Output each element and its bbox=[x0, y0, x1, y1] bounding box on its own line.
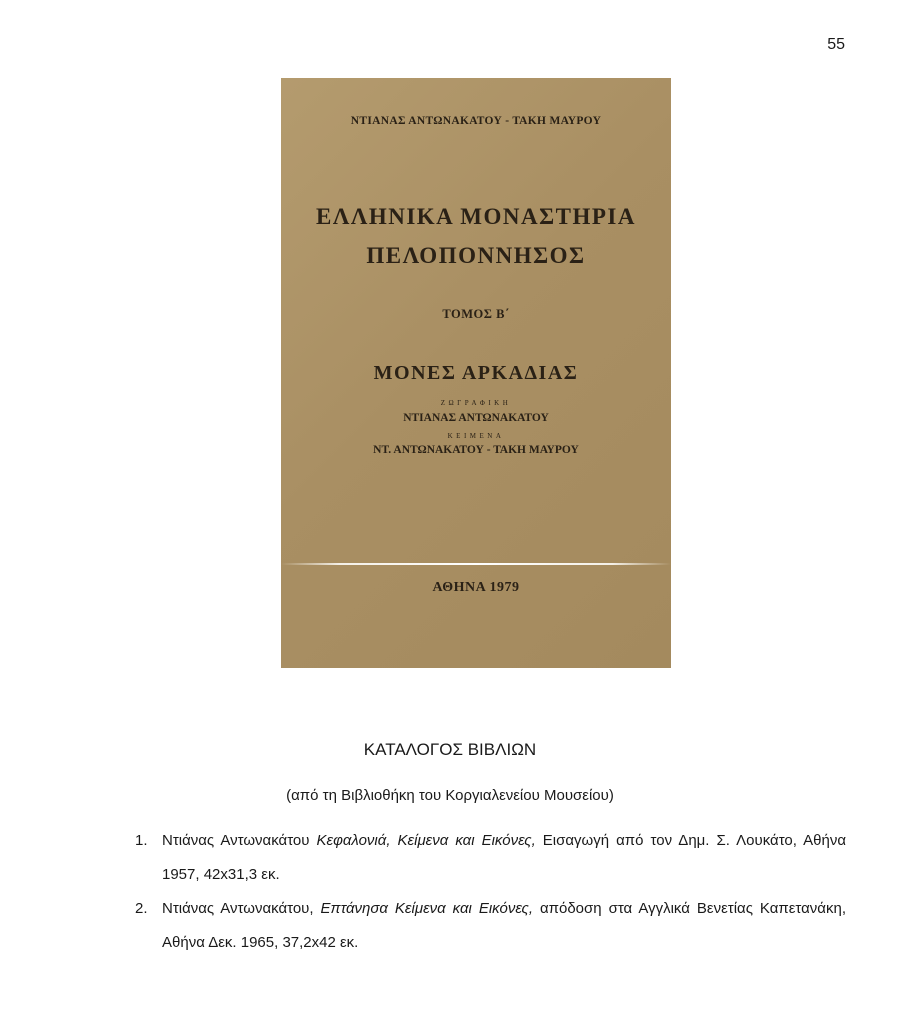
book-details: απόδοση στα Αγγλικά Βενετίας Καπετανάκη, Αθήνα Δεκ. 1965, 37,2x42 εκ. bbox=[162, 900, 846, 951]
catalog-title: ΚΑΤΑΛΟΓΟΣ ΒΙΒΛΙΩΝ bbox=[363, 740, 537, 759]
cover-place-year: ΑΘΗΝΑ 1979 bbox=[432, 580, 520, 595]
page-number: 55 bbox=[827, 36, 845, 53]
book-title: Επτάνησα Κείμενα και Εικόνες, bbox=[320, 900, 533, 917]
book-title: Κεφαλονιά, Κείμενα και Εικόνες, bbox=[316, 832, 536, 849]
cover-title-line2: ΠΕΛΟΠΟΝΝΗΣΟΣ bbox=[366, 243, 586, 268]
book-details: Εισαγωγή από τον Δημ. Σ. Λουκάτο, Αθήνα 1957, 42x31,3 εκ. bbox=[162, 832, 846, 883]
cover-writers-names: ΝΤ. ΑΝΤΩΝΑΚΑΤΟΥ - ΤΑΚΗ ΜΑΥΡΟΥ bbox=[373, 444, 579, 456]
cover-authors: ΝΤΙΑΝΑΣ ΑΝΤΩΝΑΚΑΤΟΥ - ΤΑΚΗ ΜΑΥΡΟΥ bbox=[350, 115, 602, 127]
cover-role-texts: ΚΕΙΜΕΝΑ bbox=[447, 432, 505, 440]
cover-subtitle: ΜΟΝΕΣ ΑΡΚΑΔΙΑΣ bbox=[373, 362, 579, 384]
book-author: Ντιάνας Αντωνακάτου bbox=[162, 832, 317, 849]
cover-volume: ΤΟΜΟΣ Β΄ bbox=[442, 307, 510, 321]
list-item-number: 2. bbox=[135, 900, 148, 917]
book-list bbox=[135, 824, 846, 960]
cover-painter-name: ΝΤΙΑΝΑΣ ΑΝΤΩΝΑΚΑΤΟΥ bbox=[403, 412, 549, 424]
cover-title-line1: ΕΛΛΗΝΙΚΑ ΜΟΝΑΣΤΗΡΙΑ bbox=[316, 204, 636, 229]
book-author: Ντιάνας Αντωνακάτου, bbox=[162, 900, 321, 917]
catalog-subtitle: (από τη Βιβλιοθήκη του Κοργιαλενείου Μουσείου) bbox=[286, 787, 614, 804]
list-item-number: 1. bbox=[135, 832, 148, 849]
cover-divider bbox=[281, 563, 671, 565]
list-item bbox=[135, 824, 846, 892]
cover-role-painting: ΖΩΓΡΑΦΙΚΗ bbox=[440, 399, 512, 407]
list-item bbox=[135, 892, 846, 960]
book-cover-image bbox=[281, 78, 671, 668]
